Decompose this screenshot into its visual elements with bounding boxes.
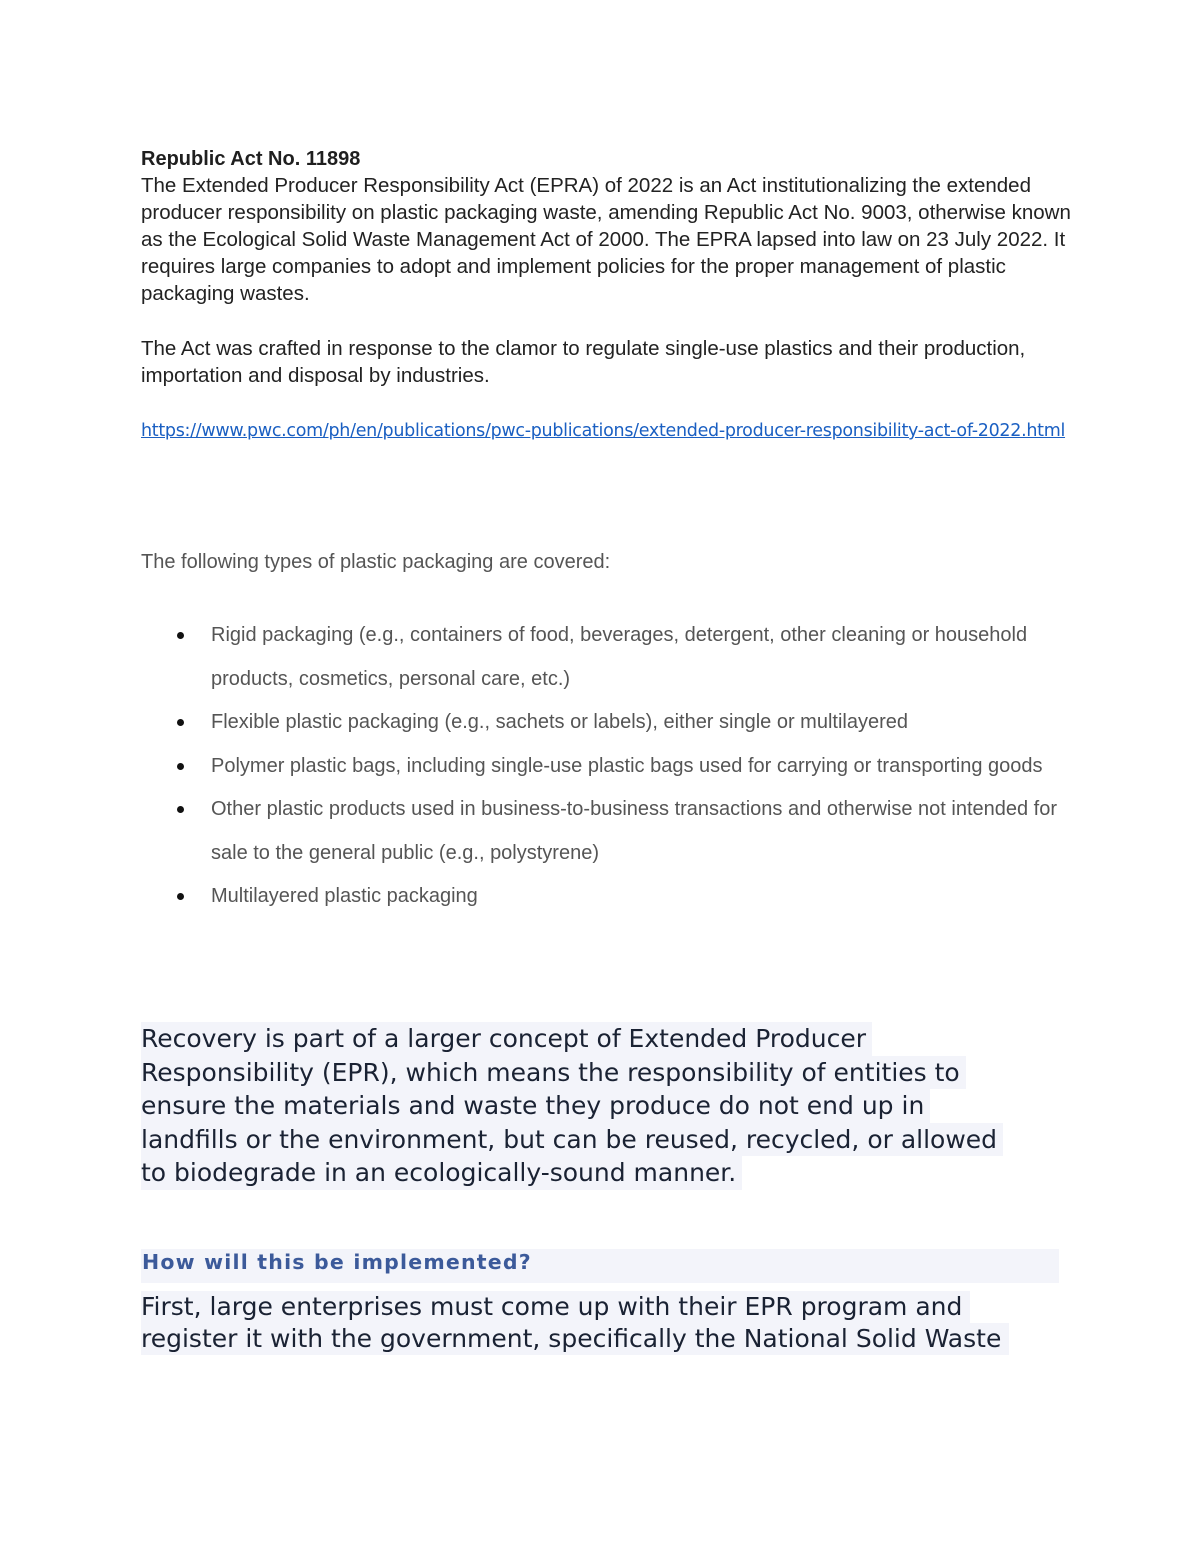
bullet-icon bbox=[177, 632, 184, 639]
section-heading: How will this be implemented? bbox=[142, 1250, 532, 1274]
context-paragraph: The Act was crafted in response to the clamor to regulate single-use plastics and their production, importation and disposal by industries. bbox=[141, 337, 1026, 387]
list-item: Rigid packaging (e.g., containers of food, beverages, detergent, other cleaning or household products, cosmetics, personal care, etc.) bbox=[141, 614, 1071, 701]
covered-intro: The following types of plastic packaging are covered: bbox=[141, 551, 611, 573]
source-link[interactable]: https://www.pwc.com/ph/en/publications/pwc-publications/extended-producer-responsibility-act-of-2022.html bbox=[141, 421, 1066, 441]
highlight-line: to biodegrade in an ecologically-sound manner. bbox=[141, 1156, 742, 1190]
highlight-line: ensure the materials and waste they produce do not end up in bbox=[141, 1089, 930, 1123]
highlight-line: register it with the government, specifically the National Solid Waste bbox=[141, 1323, 1009, 1355]
list-item: Multilayered plastic packaging bbox=[141, 875, 1071, 919]
list-item: Polymer plastic bags, including single-use plastic bags used for carrying or transporting goods bbox=[141, 745, 1071, 789]
recovery-highlight bbox=[141, 1022, 1061, 1190]
highlight-line: Recovery is part of a larger concept of Extended Producer bbox=[141, 1022, 872, 1056]
highlight-line: Responsibility (EPR), which means the responsibility of entities to bbox=[141, 1056, 966, 1090]
bullet-icon bbox=[177, 763, 184, 770]
document-title: Republic Act No. 11898 bbox=[141, 148, 361, 170]
list-item: Other plastic products used in business-to-business transactions and otherwise not intended for sale to the general public (e.g., polystyrene) bbox=[141, 788, 1071, 875]
bullet-icon bbox=[177, 893, 184, 900]
bullet-icon bbox=[177, 806, 184, 813]
highlight-line: landfills or the environment, but can be reused, recycled, or allowed bbox=[141, 1123, 1003, 1157]
highlight-line: First, large enterprises must come up with their EPR program and bbox=[141, 1291, 970, 1323]
list-item: Flexible plastic packaging (e.g., sachets or labels), either single or multilayered bbox=[141, 701, 1071, 745]
first-step-highlight bbox=[141, 1291, 1061, 1355]
intro-paragraph: The Extended Producer Responsibility Act (EPRA) of 2022 is an Act institutionalizing the extended producer responsibility on plastic packaging waste, amending Republic Act No. 9003, otherwise known as the Ecological Solid Waste Management Act of 2000. The EPRA lapsed into law on 23 July 2022. It requires large companies to adopt and implement policies for the proper management of plastic packaging wastes. bbox=[141, 174, 1071, 305]
bullet-icon bbox=[177, 719, 184, 726]
covered-list bbox=[141, 614, 1071, 919]
